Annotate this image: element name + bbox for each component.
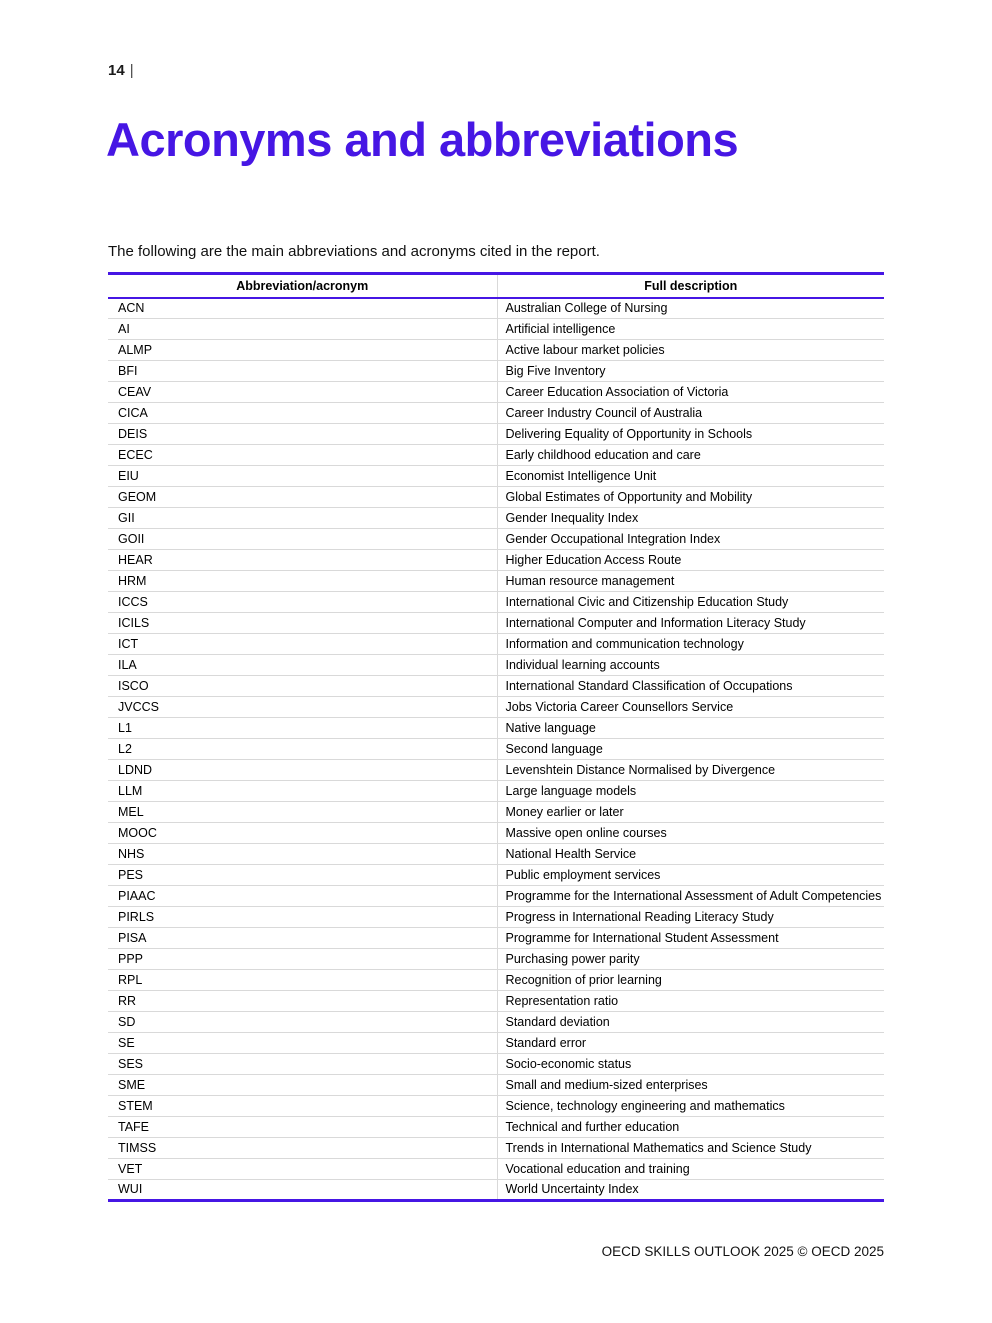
description-cell: Representation ratio: [497, 991, 884, 1012]
description-cell: Vocational education and training: [497, 1159, 884, 1180]
description-cell: Public employment services: [497, 865, 884, 886]
table-row: [108, 1075, 884, 1096]
description-cell: International Standard Classification of Occupations: [497, 676, 884, 697]
abbreviation-cell: CICA: [108, 403, 497, 424]
abbreviation-cell: SES: [108, 1054, 497, 1075]
abbreviation-cell: LLM: [108, 781, 497, 802]
table-row: [108, 508, 884, 529]
abbreviation-cell: PISA: [108, 928, 497, 949]
abbreviation-cell: L2: [108, 739, 497, 760]
abbreviation-cell: ISCO: [108, 676, 497, 697]
table-row: [108, 781, 884, 802]
abbreviation-cell: STEM: [108, 1096, 497, 1117]
description-cell: World Uncertainty Index: [497, 1180, 884, 1201]
acronyms-table: [108, 272, 884, 1202]
header-abbreviation: Abbreviation/acronym: [108, 274, 497, 298]
table-row: [108, 739, 884, 760]
description-cell: Career Industry Council of Australia: [497, 403, 884, 424]
abbreviation-cell: MEL: [108, 802, 497, 823]
table-row: [108, 802, 884, 823]
table-row: [108, 697, 884, 718]
description-cell: Trends in International Mathematics and Science Study: [497, 1138, 884, 1159]
footer-text: OECD SKILLS OUTLOOK 2025 © OECD 2025: [601, 1244, 884, 1259]
abbreviation-cell: ACN: [108, 298, 497, 319]
description-cell: Recognition of prior learning: [497, 970, 884, 991]
description-cell: Big Five Inventory: [497, 361, 884, 382]
table-row: [108, 1159, 884, 1180]
abbreviation-cell: WUI: [108, 1180, 497, 1201]
abbreviation-cell: ICCS: [108, 592, 497, 613]
table-row: [108, 823, 884, 844]
description-cell: Higher Education Access Route: [497, 550, 884, 571]
abbreviation-cell: RPL: [108, 970, 497, 991]
abbreviation-cell: CEAV: [108, 382, 497, 403]
table-row: [108, 844, 884, 865]
table-row: [108, 487, 884, 508]
description-cell: International Civic and Citizenship Education Study: [497, 592, 884, 613]
table-row: [108, 1096, 884, 1117]
abbreviation-cell: DEIS: [108, 424, 497, 445]
table-row: [108, 403, 884, 424]
abbreviation-cell: ALMP: [108, 340, 497, 361]
description-cell: Large language models: [497, 781, 884, 802]
abbreviation-cell: RR: [108, 991, 497, 1012]
table-row: [108, 382, 884, 403]
page-number-separator: |: [129, 62, 134, 79]
description-cell: Standard deviation: [497, 1012, 884, 1033]
table-row: [108, 319, 884, 340]
header-row: [108, 274, 884, 298]
table-row: [108, 676, 884, 697]
table-row: [108, 340, 884, 361]
description-cell: Australian College of Nursing: [497, 298, 884, 319]
table-row: [108, 1138, 884, 1159]
description-cell: Human resource management: [497, 571, 884, 592]
table-row: [108, 886, 884, 907]
page-title: Acronyms and abbreviations: [106, 113, 739, 166]
description-cell: Active labour market policies: [497, 340, 884, 361]
description-cell: Standard error: [497, 1033, 884, 1054]
abbreviation-cell: ECEC: [108, 445, 497, 466]
table-row: [108, 1012, 884, 1033]
abbreviation-cell: PES: [108, 865, 497, 886]
description-cell: Technical and further education: [497, 1117, 884, 1138]
abbreviation-cell: MOOC: [108, 823, 497, 844]
table-row: [108, 1117, 884, 1138]
description-cell: Information and communication technology: [497, 634, 884, 655]
abbreviation-cell: GOII: [108, 529, 497, 550]
description-cell: Native language: [497, 718, 884, 739]
abbreviation-cell: TIMSS: [108, 1138, 497, 1159]
description-cell: Artificial intelligence: [497, 319, 884, 340]
abbreviation-cell: GII: [108, 508, 497, 529]
description-cell: Global Estimates of Opportunity and Mobility: [497, 487, 884, 508]
description-cell: Progress in International Reading Literacy Study: [497, 907, 884, 928]
description-cell: National Health Service: [497, 844, 884, 865]
description-cell: Small and medium-sized enterprises: [497, 1075, 884, 1096]
table-row: [108, 991, 884, 1012]
description-cell: Levenshtein Distance Normalised by Divergence: [497, 760, 884, 781]
abbreviation-cell: HEAR: [108, 550, 497, 571]
table-row: [108, 466, 884, 487]
table-row: [108, 424, 884, 445]
description-cell: Delivering Equality of Opportunity in Schools: [497, 424, 884, 445]
abbreviation-cell: SD: [108, 1012, 497, 1033]
description-cell: Socio-economic status: [497, 1054, 884, 1075]
abbreviation-cell: ICILS: [108, 613, 497, 634]
description-cell: Science, technology engineering and mathematics: [497, 1096, 884, 1117]
table-row: [108, 760, 884, 781]
table-row: [108, 970, 884, 991]
description-cell: Career Education Association of Victoria: [497, 382, 884, 403]
abbreviation-cell: VET: [108, 1159, 497, 1180]
table-row: [108, 529, 884, 550]
table-row: [108, 361, 884, 382]
acronym-table-body: [108, 298, 884, 1201]
table-row: [108, 865, 884, 886]
table-row: [108, 1180, 884, 1201]
abbreviation-cell: LDND: [108, 760, 497, 781]
table-row: [108, 634, 884, 655]
abbreviation-cell: EIU: [108, 466, 497, 487]
table-row: [108, 655, 884, 676]
abbreviation-cell: JVCCS: [108, 697, 497, 718]
description-cell: Economist Intelligence Unit: [497, 466, 884, 487]
table-row: [108, 1054, 884, 1075]
abbreviation-cell: SE: [108, 1033, 497, 1054]
description-cell: Early childhood education and care: [497, 445, 884, 466]
table-row: [108, 571, 884, 592]
abbreviation-cell: HRM: [108, 571, 497, 592]
description-cell: Programme for International Student Assessment: [497, 928, 884, 949]
abbreviation-cell: ILA: [108, 655, 497, 676]
abbreviation-cell: PPP: [108, 949, 497, 970]
header-description: Full description: [497, 274, 884, 298]
acronyms-table-header: [108, 274, 884, 298]
page-number-value: 14: [108, 62, 125, 79]
table-row: [108, 907, 884, 928]
description-cell: Massive open online courses: [497, 823, 884, 844]
abbreviation-cell: L1: [108, 718, 497, 739]
abbreviation-cell: GEOM: [108, 487, 497, 508]
table-row: [108, 949, 884, 970]
abbreviation-cell: TAFE: [108, 1117, 497, 1138]
table-row: [108, 298, 884, 319]
table-row: [108, 1033, 884, 1054]
abbreviation-cell: PIAAC: [108, 886, 497, 907]
intro-text: The following are the main abbreviations and acronyms cited in the report.: [108, 243, 600, 260]
table-row: [108, 613, 884, 634]
table-row: [108, 445, 884, 466]
abbreviation-cell: BFI: [108, 361, 497, 382]
table-row: [108, 550, 884, 571]
abbreviation-cell: AI: [108, 319, 497, 340]
description-cell: Purchasing power parity: [497, 949, 884, 970]
description-cell: Gender Occupational Integration Index: [497, 529, 884, 550]
description-cell: Money earlier or later: [497, 802, 884, 823]
abbreviation-cell: ICT: [108, 634, 497, 655]
description-cell: Second language: [497, 739, 884, 760]
table-row: [108, 928, 884, 949]
description-cell: Gender Inequality Index: [497, 508, 884, 529]
abbreviation-cell: NHS: [108, 844, 497, 865]
description-cell: Individual learning accounts: [497, 655, 884, 676]
page-number: [108, 62, 134, 79]
description-cell: International Computer and Information Literacy Study: [497, 613, 884, 634]
table-row: [108, 592, 884, 613]
abbreviation-cell: PIRLS: [108, 907, 497, 928]
description-cell: Programme for the International Assessment of Adult Competencies: [497, 886, 884, 907]
abbreviation-cell: SME: [108, 1075, 497, 1096]
description-cell: Jobs Victoria Career Counsellors Service: [497, 697, 884, 718]
table-row: [108, 718, 884, 739]
